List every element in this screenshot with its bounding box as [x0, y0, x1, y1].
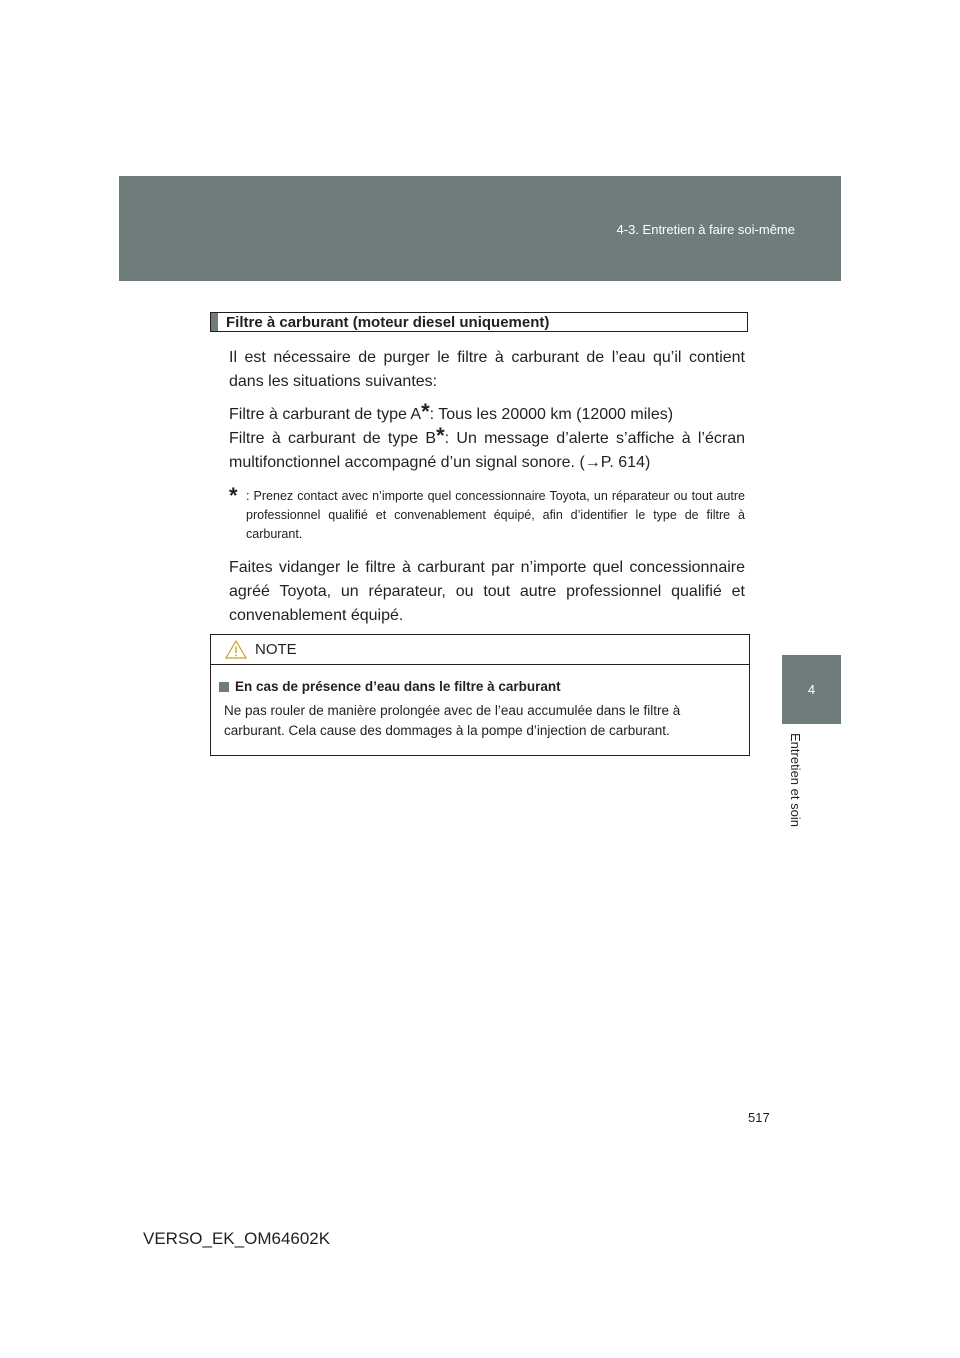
note-item-title: [219, 679, 743, 694]
heading-accent-bar: [211, 313, 218, 331]
side-tab-chapter-label: Entretien et soin: [788, 733, 803, 827]
document-code: VERSO_EK_OM64602K: [143, 1229, 331, 1248]
note-item-text: Ne pas rouler de manière prolongée avec de l’eau accumulée dans le filtre à carburant. Cela cause des dommages à la pompe d’injection de carburant.: [224, 703, 681, 738]
type-a-text: : Tous les 20000 km (12000 miles): [429, 406, 674, 423]
asterisk-mark: *: [436, 423, 445, 448]
type-b-line: [229, 423, 746, 475]
note-box: [210, 634, 750, 756]
footnote: [229, 483, 745, 544]
footnote-asterisk: *: [229, 483, 238, 508]
footnote-text: : Prenez contact avec n’importe quel concessionnaire Toyota, un réparateur ou tout autre professionnel qualifié et convenablement équipé, afin d’identifier le type de filtre à carburant.: [246, 489, 745, 541]
note-item: [211, 665, 749, 741]
warning-triangle-icon: [225, 640, 247, 659]
page-number: 517: [748, 1110, 770, 1125]
side-tab-chapter-number: 4: [782, 655, 841, 724]
section-heading-text: Filtre à carburant (moteur diesel uniquement): [226, 313, 550, 331]
body-text: [229, 346, 745, 628]
type-b-text: : Un message d’alerte s’affiche à l’écran multifonctionnel accompagné d’un signal sonore. (→P. 614): [229, 430, 746, 471]
type-a-line: [229, 399, 745, 427]
note-header: [211, 635, 749, 665]
header-section-title: 4-3. Entretien à faire soi-même: [616, 222, 795, 237]
intro-paragraph: Il est nécessaire de purger le filtre à carburant de l’eau qu’il contient dans les situations suivantes:: [229, 349, 745, 390]
type-a-prefix: Filtre à carburant de type A: [229, 406, 422, 423]
note-label: NOTE: [255, 641, 297, 658]
asterisk-mark: *: [421, 399, 430, 424]
note-item-title-text: En cas de présence d’eau dans le filtre à carburant: [235, 679, 561, 694]
header-band: [119, 176, 841, 281]
service-paragraph: Faites vidanger le filtre à carburant par n’importe quel concessionnaire agréé Toyota, un réparateur, ou tout autre professionnel qualifié et convenablement équipé.: [229, 559, 745, 624]
type-b-prefix: Filtre à carburant de type B: [229, 430, 437, 447]
section-heading: [210, 312, 748, 332]
square-bullet-icon: [219, 682, 229, 692]
